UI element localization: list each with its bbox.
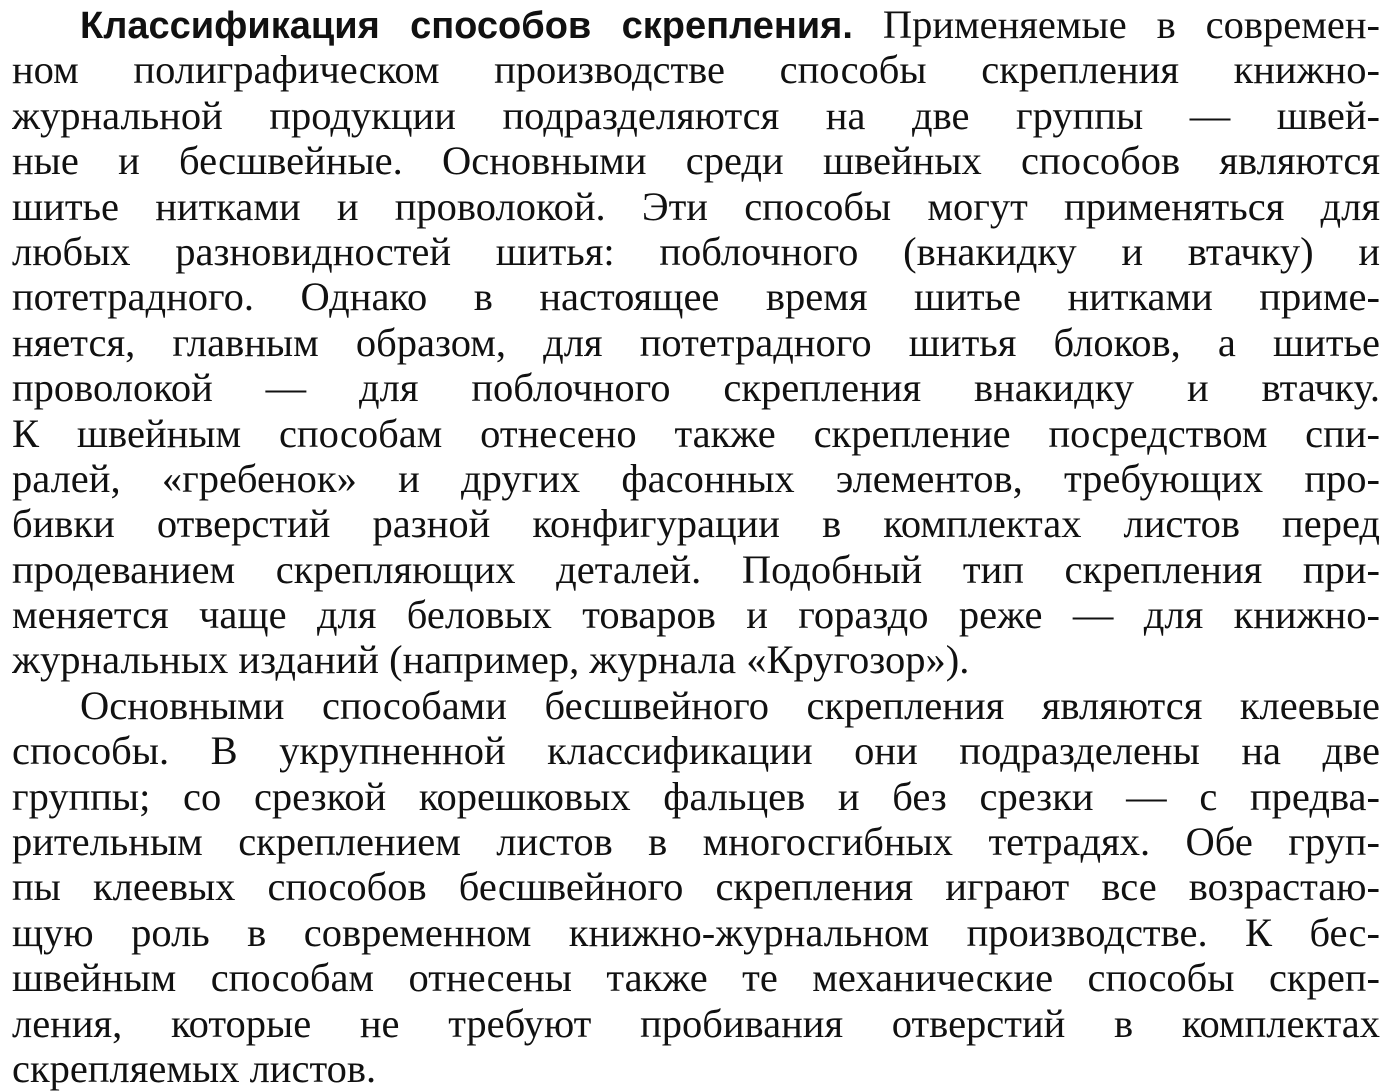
text-line: скрепляемых листов. <box>12 1045 377 1091</box>
text-line: любых разновидностей шитья: поблочного (внакидку и втачку) и <box>12 228 1380 274</box>
text-line: ные и бесшвейные. Основными среди швейных способов являются <box>12 138 1380 184</box>
text-line: бивки отверстий разной конфигурации в комплектах листов перед <box>12 501 1380 547</box>
paragraph-1 <box>12 2 1380 683</box>
text-line: продеванием скрепляющих деталей. Подобный тип скрепления при- <box>12 546 1380 592</box>
text-line: щую роль в современном книжно-журнальном производстве. К бес- <box>12 909 1380 955</box>
text-line: шитье нитками и проволокой. Эти способы могут применяться для <box>12 183 1380 229</box>
text-line: пы клеевых способов бесшвейного скрепления играют все возрастаю- <box>12 864 1380 910</box>
text-line: ления, которые не требуют пробивания отверстий в комплектах <box>12 1000 1380 1046</box>
text-line-segment: Применяемые в современ- <box>882 2 1380 47</box>
document-page <box>12 2 1380 1091</box>
text-line: потетрадного. Однако в настоящее время шитье нитками приме- <box>12 274 1380 320</box>
paragraph-2 <box>12 683 1380 1091</box>
text-line: швейным способам отнесены также те механические способы скреп- <box>12 955 1380 1001</box>
text-line: ном полиграфическом производстве способы скрепления книжно- <box>12 47 1380 93</box>
text-line: меняется чаще для беловых товаров и гораздо реже — для книжно- <box>12 592 1380 638</box>
text-line: способы. В укрупненной классификации они подразделены на две <box>12 728 1380 774</box>
text-line: ралей, «гребенок» и других фасонных элементов, требующих про- <box>12 455 1380 501</box>
text-line: журнальной продукции подразделяются на две группы — швей- <box>12 92 1380 138</box>
text-line: Основными способами бесшвейного скрепления являются клеевые <box>80 682 1380 728</box>
text-line: рительным скреплением листов в многосгибных тетрадях. Обе груп- <box>12 819 1380 865</box>
text-line: группы; со срезкой корешковых фальцев и без срезки — с предва- <box>12 773 1380 819</box>
text-line: проволокой — для поблочного скрепления внакидку и втачку. <box>12 365 1380 411</box>
text-line: К швейным способам отнесено также скрепление посредством спи- <box>12 410 1380 456</box>
text-line: няется, главным образом, для потетрадного шитья блоков, а шитье <box>12 319 1380 365</box>
section-heading: Классификация способов скрепления. <box>80 5 853 47</box>
text-line <box>12 2 1380 47</box>
text-line: журнальных изданий (например, журнала «Кругозор»). <box>12 637 970 683</box>
